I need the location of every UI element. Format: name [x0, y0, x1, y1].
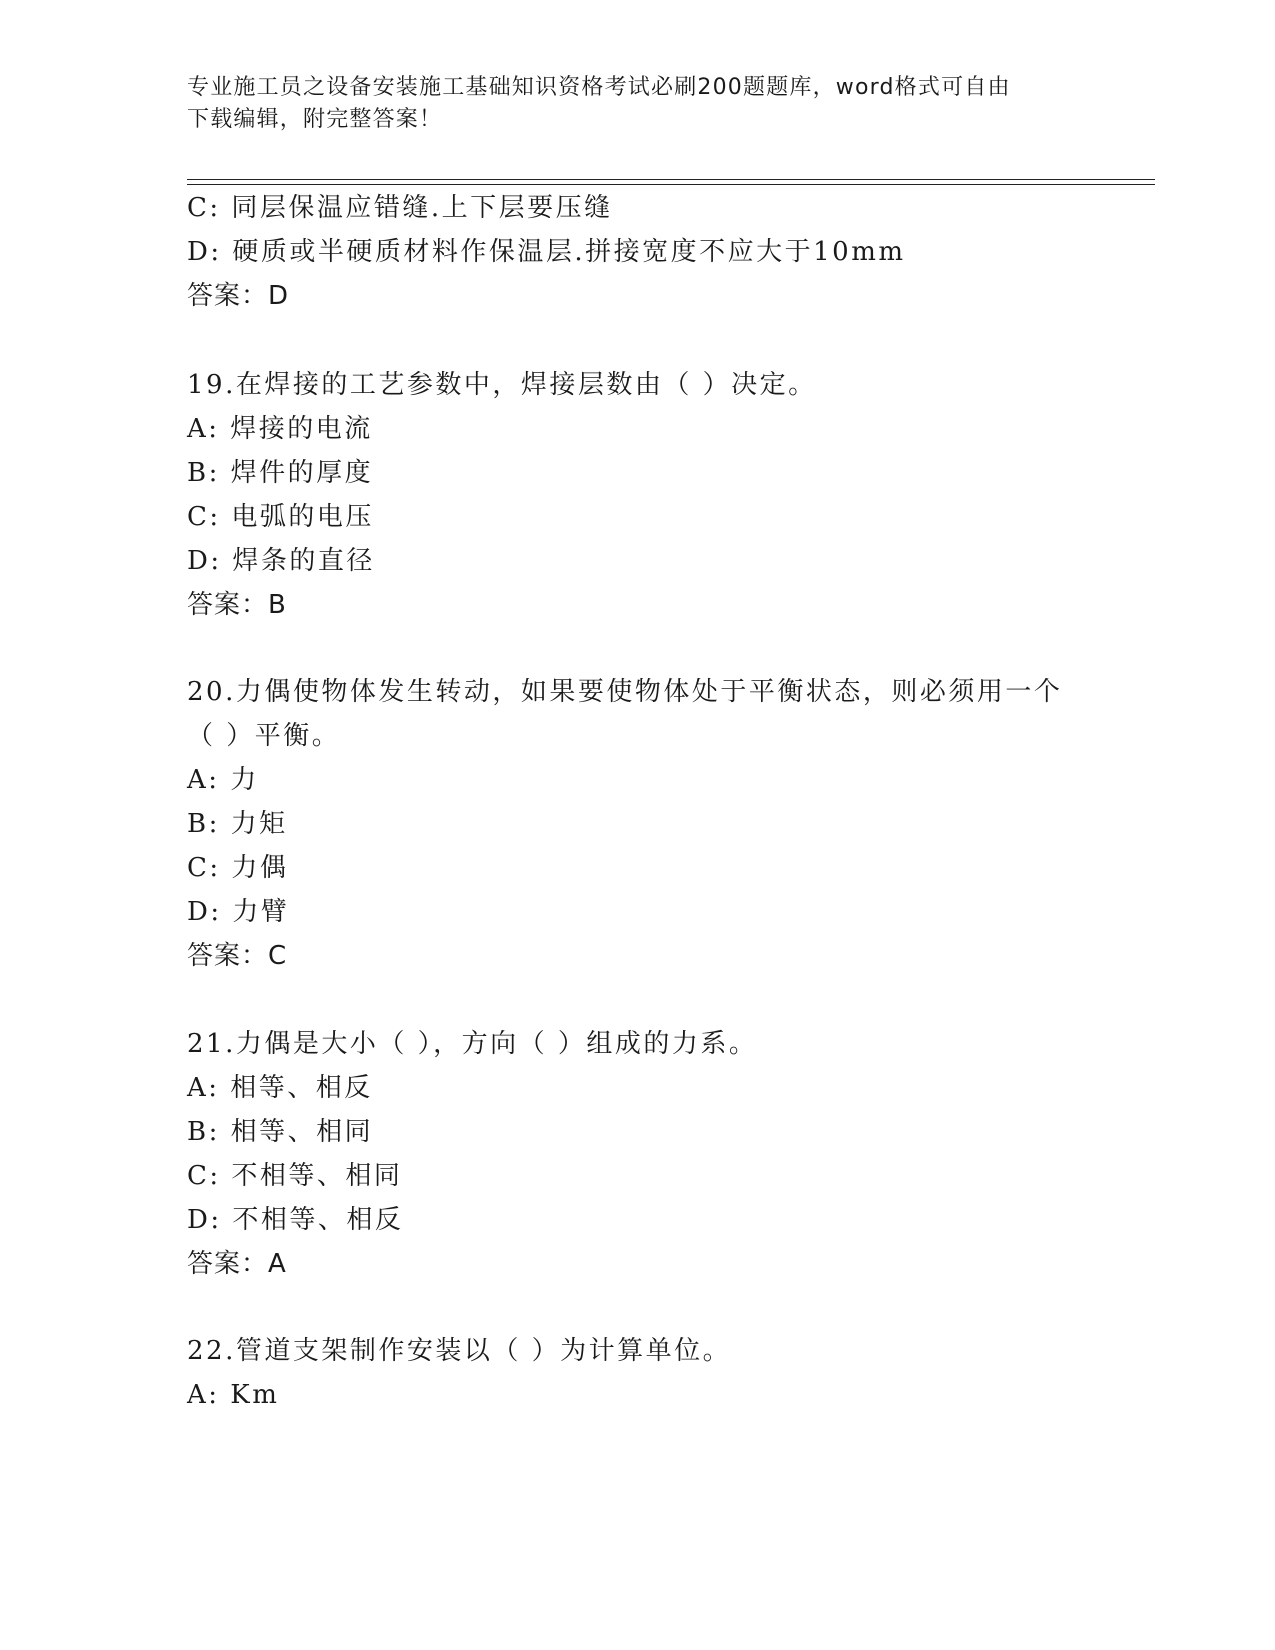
q18-answer: 答案：D: [187, 281, 290, 311]
header-divider-top: [187, 179, 1155, 180]
q20-option-c: C: 力偶: [187, 853, 289, 883]
q19-answer: 答案：B: [187, 590, 287, 620]
q19-option-c: C: 电弧的电压: [187, 502, 374, 532]
q19-stem: 19.在焊接的工艺参数中，焊接层数由（ ）决定。: [187, 370, 817, 400]
header-line-1: 专业施工员之设备安装施工基础知识资格考试必刷200题题库，word格式可自由: [187, 75, 1011, 100]
q20-option-d: D: 力臂: [187, 897, 290, 927]
q19-option-b: B: 焊件的厚度: [187, 458, 374, 488]
q20-option-b: B: 力矩: [187, 809, 288, 839]
q19-option-d: D: 焊条的直径: [187, 546, 375, 576]
header-divider-bottom: [187, 184, 1155, 185]
q20-stem-line-1: 20.力偶使物体发生转动，如果要使物体处于平衡状态，则必须用一个: [187, 677, 1063, 707]
header-line-2: 下载编辑，附完整答案！: [187, 107, 443, 132]
q22-option-a: A: Km: [187, 1380, 280, 1410]
q22-stem: 22.管道支架制作安装以（ ）为计算单位。: [187, 1336, 732, 1366]
q20-option-a: A: 力: [187, 765, 259, 795]
q21-option-b: B: 相等、相同: [187, 1117, 374, 1147]
q21-option-c: C: 不相等、相同: [187, 1161, 403, 1191]
q19-option-a: A: 焊接的电流: [187, 414, 373, 444]
q21-option-a: A: 相等、相反: [187, 1073, 373, 1103]
q20-stem-line-2: （ ）平衡。: [187, 721, 341, 751]
document-header: [187, 72, 1087, 136]
q18-option-d: D: 硬质或半硬质材料作保温层.拼接宽度不应大于10mm: [187, 237, 906, 267]
q20-answer: 答案：C: [187, 941, 288, 971]
q21-answer: 答案：A: [187, 1249, 287, 1279]
q21-option-d: D: 不相等、相反: [187, 1205, 404, 1235]
q18-option-c: C: 同层保温应错缝.上下层要压缝: [187, 193, 613, 223]
q21-stem: 21.力偶是大小（ ），方向（ ）组成的力系。: [187, 1029, 758, 1059]
